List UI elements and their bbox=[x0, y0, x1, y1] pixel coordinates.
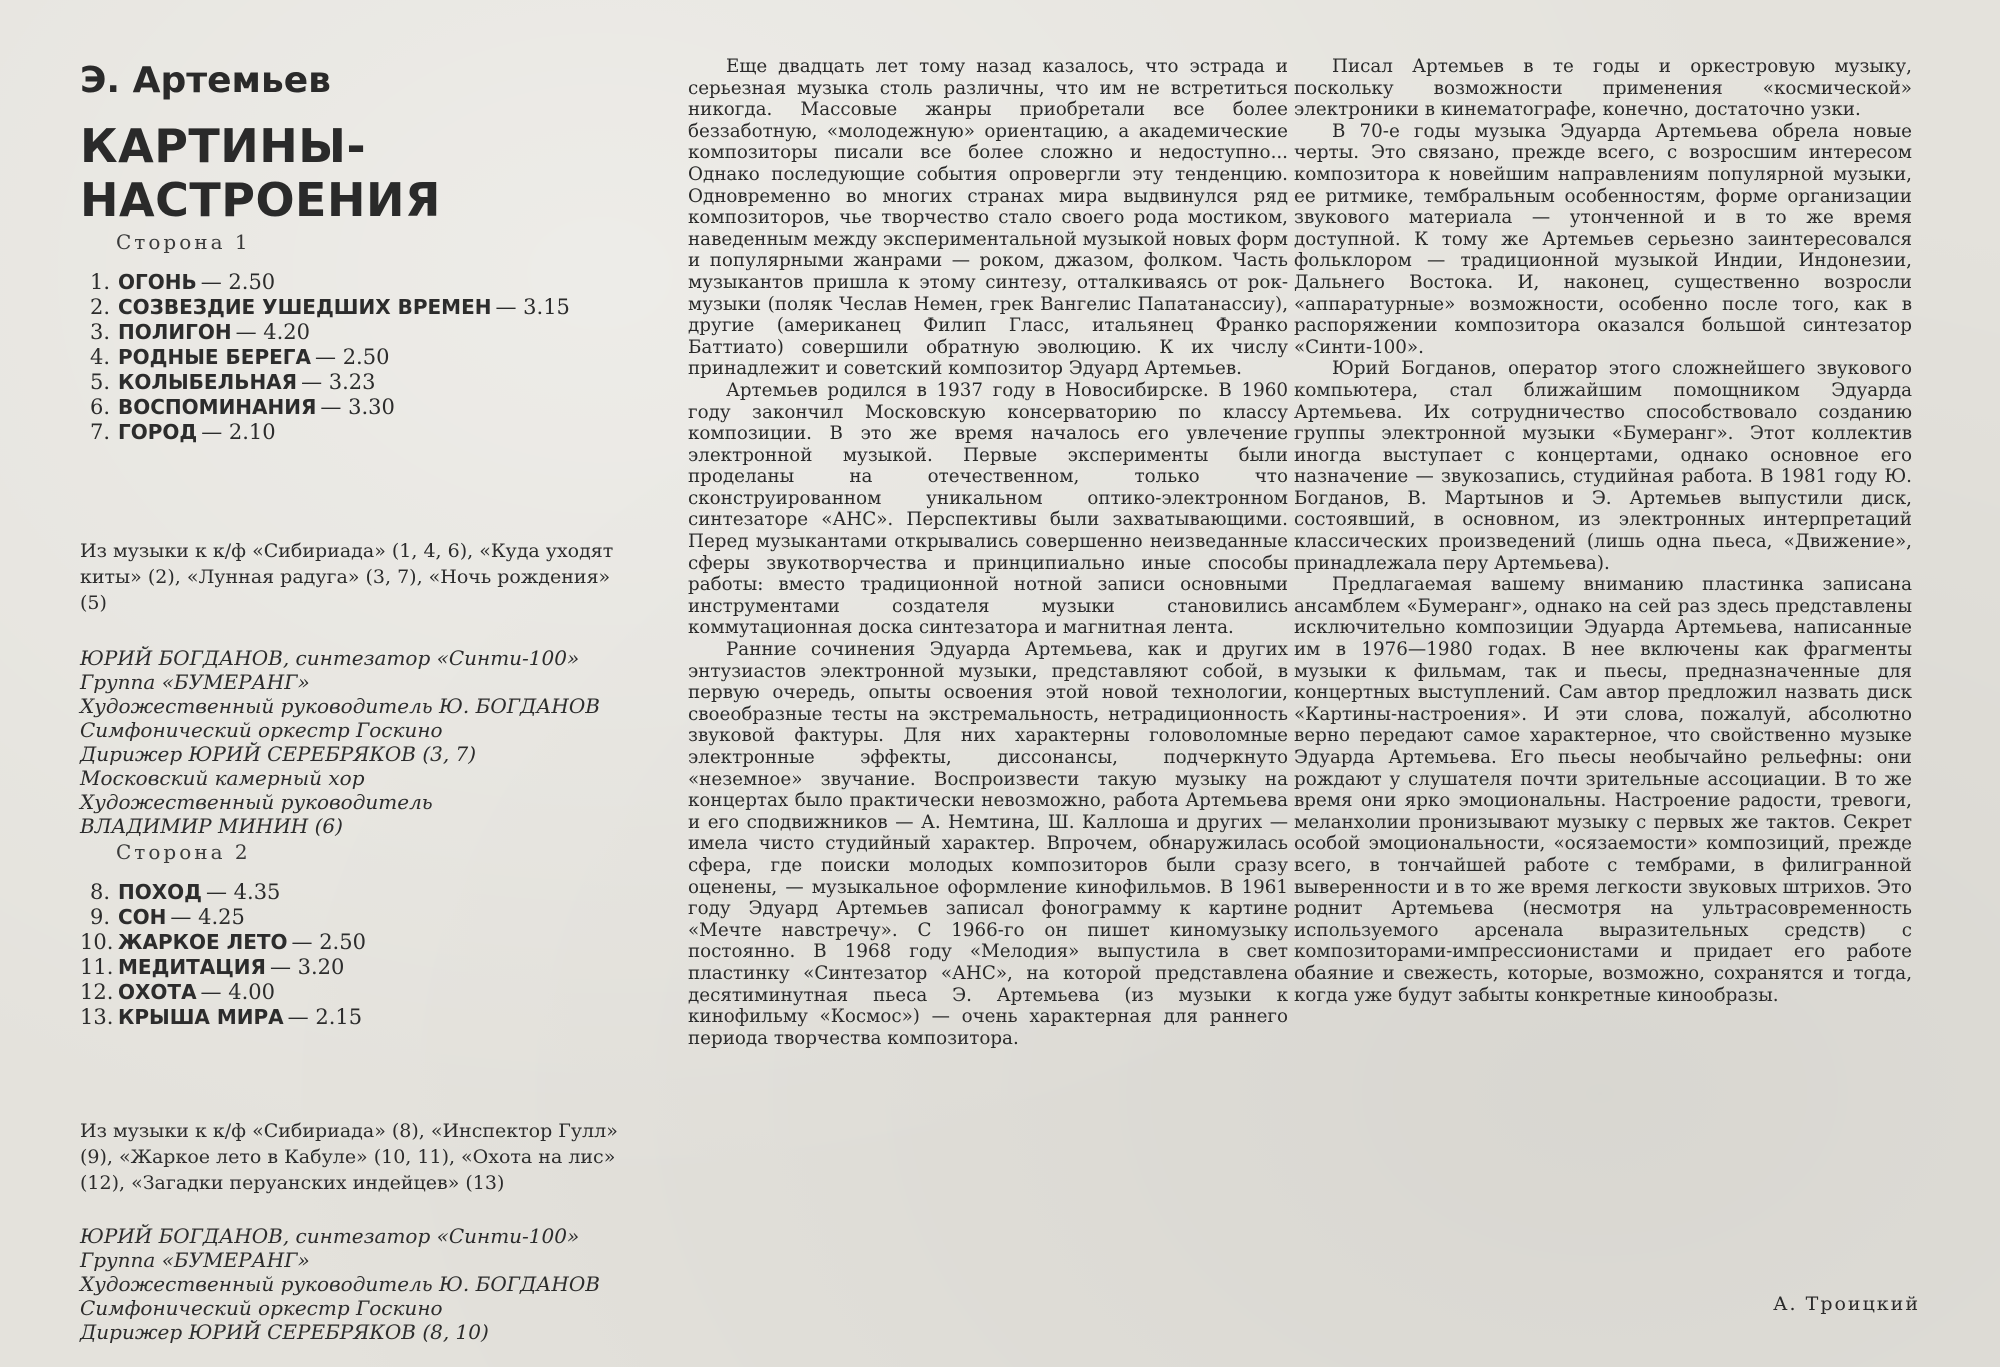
track-number: 10. bbox=[80, 930, 114, 954]
track-number: 4. bbox=[89, 345, 110, 369]
track-number: 12. bbox=[80, 980, 114, 1004]
track-title: КРЫША МИРА bbox=[118, 1005, 284, 1029]
side-1-heading: Сторона 1 bbox=[116, 230, 251, 254]
side-2-credits bbox=[80, 1224, 600, 1344]
side-2 bbox=[80, 840, 366, 1030]
side-2-tracklist bbox=[80, 880, 366, 1030]
article-signature: А. Троицкий bbox=[1773, 1293, 1920, 1315]
track-title: ОГОНЬ bbox=[118, 270, 197, 294]
track-number: 11. bbox=[80, 955, 114, 979]
track-title: ВОСПОМИНАНИЯ bbox=[118, 395, 317, 419]
article-paragraph: В 70-е годы музыка Эдуарда Артемьева обрела новые черты. Это связано, прежде всего, с возросшим интересом композитора к новейшим направлениям популярной музыки, ее ритмике, тембральным особенностям, форме организации звукового материала — утонченной и в то же время доступной. К тому же Артемьев серьезно заинтересовался фольклором — традиционной музыкой Индии, Индонезии, Дальнего Востока. И, наконец, существенно возросли «аппаратурные» возможности, особенно после того, как в распоряжении композитора оказался большой синтезатор «Синти-100». bbox=[1294, 120, 1912, 358]
article-paragraph: Писал Артемьев в те годы и оркестровую музыку, поскольку возможности применения «космической» электроники в кинематографе, конечно, достаточно узки. bbox=[1294, 56, 1912, 121]
track-item bbox=[80, 880, 366, 905]
track-item bbox=[80, 320, 570, 345]
credit-line: ЮРИЙ БОГДАНОВ, синтезатор «Синти-100» bbox=[80, 1224, 580, 1248]
side-1-credits bbox=[80, 646, 600, 838]
side-1-tracklist bbox=[80, 270, 570, 445]
track-item bbox=[80, 905, 366, 930]
track-item bbox=[80, 270, 570, 295]
article-paragraph: Ранние сочинения Эдуарда Артемьева, как и других энтузиастов электронной музыки, представляют собой, в первую очередь, опыты освоения этой новой технологии, своеобразные тесты на экстремальность, нетрадиционность звуковой фактуры. Для них характерны головоломные электронные эффекты, диссонансы, подчеркнуто «неземное» звучание. Воспроизвести такую музыку на концертах было практически невозможно, работа Артемьева и его сподвижников — А. Немтина, Ш. Каллоша и других — имела чисто студийный характер. Впрочем, обнаружилась сфера, где поиски молодых композиторов были сразу оценены, — музыкальное оформление кинофильмов. В 1961 году Эдуард Артемьев записал фонограмму к картине «Мечте навстречу». С 1966-го он пишет киномузыку постоянно. В 1968 году «Мелодия» выпустила в свет пластинку «Синтезатор «АНС», на которой представлена десятиминутная пьеса Э. Артемьева (из музыки к кинофильму «Космос») — очень характерная для раннего периода творчества композитора. bbox=[688, 639, 1288, 1049]
track-title: ЖАРКОЕ ЛЕТО bbox=[118, 930, 288, 954]
credit-line: Московский камерный хор bbox=[80, 766, 365, 790]
track-number: 9. bbox=[89, 905, 110, 929]
track-duration: — 4.25 bbox=[170, 905, 245, 929]
side-2-film-sources: Из музыки к к/ф «Сибириада» (8), «Инспектор Гулл» (9), «Жаркое лето в Кабуле» (10, 11), «Охота на лис» (12), «Загадки перуанских индейцев» (13) bbox=[80, 1120, 618, 1194]
credit-line: Группа «БУМЕРАНГ» bbox=[80, 670, 310, 694]
track-item bbox=[80, 980, 366, 1005]
credit-line: Симфонический оркестр Госкино bbox=[80, 718, 443, 742]
track-duration: — 3.15 bbox=[495, 295, 570, 319]
article-paragraph: Предлагаемая вашему вниманию пластинка записана ансамблем «Бумеранг», однако на сей раз здесь представлены исключительно композиции Эдуарда Артемьева, написанные им в 1976—1980 годах. В нее включены как фрагменты музыки к фильмам, так и пьесы, предназначенные для концертных выступлений. Сам автор предложил назвать диск «Картины-настроения». И эти слова, пожалуй, абсолютно верно передают самое характерное, что свойственно музыке Эдуарда Артемьева. Его пьесы необычайно рельефны: они рождают у слушателя почти зрительные ассоциации. В то же время они ярко эмоциональны. Настроение радости, тревоги, меланхолии пронизывают музыку с первых же тактов. Секрет особой эмоциональности, «осязаемости» композиций, прежде всего, в тончайшей работе с тембрами, в филигранной выверенности и в то же время легкости звуковых штрихов. Это роднит Артемьева (несмотря на ультрасовременность используемого арсенала выразительных средств) с композиторами-импрессионистами и придает его работе обаяние и свежесть, которые, возможно, сохранятся и тогда, когда уже будут забыты конкретные кинообразы. bbox=[1294, 574, 1912, 1006]
track-number: 1. bbox=[89, 270, 110, 294]
track-title: ГОРОД bbox=[118, 420, 198, 444]
track-number: 2. bbox=[89, 295, 110, 319]
track-number: 13. bbox=[80, 1005, 114, 1029]
track-duration: — 2.10 bbox=[201, 420, 276, 444]
credit-line: ВЛАДИМИР МИНИН (6) bbox=[80, 814, 343, 838]
track-number: 6. bbox=[89, 395, 110, 419]
credit-line: Художественный руководитель bbox=[80, 790, 433, 814]
track-number: 5. bbox=[89, 370, 110, 394]
track-duration: — 2.50 bbox=[291, 930, 366, 954]
tracklist-column bbox=[80, 60, 680, 1344]
track-title: ПОХОД bbox=[118, 880, 202, 904]
track-title: СОН bbox=[118, 905, 167, 929]
track-number: 8. bbox=[89, 880, 110, 904]
track-title: РОДНЫЕ БЕРЕГА bbox=[118, 345, 312, 369]
track-item bbox=[80, 295, 570, 320]
credit-line: Дирижер ЮРИЙ СЕРЕБРЯКОВ (3, 7) bbox=[80, 742, 477, 766]
article-paragraph: Еще двадцать лет тому назад казалось, что эстрада и серьезная музыка столь различны, что им не встретиться никогда. Массовые жанры приобретали все более беззаботную, «молодежную» ориентацию, а академические композиторы писали все более сложно и недоступно... Однако последующие события опровергли эту тенденцию. Одновременно во многих странах мира выдвинулся ряд композиторов, чье творчество стало своего рода мостиком, наведенным между экспериментальной музыкой новых форм и популярными жанрами — роком, джазом, фолком. Часть музыкантов пришла к этому синтезу, отталкиваясь от рок-музыки (поляк Чеслав Немен, грек Вангелис Папатанассиу), другие (американец Филип Гласс, итальянец Франко Баттиато) совершили обратную эволюцию. К их числу принадлежит и советский композитор Эдуард Артемьев. bbox=[688, 56, 1288, 380]
credit-line: Художественный руководитель Ю. БОГДАНОВ bbox=[80, 694, 600, 718]
track-item bbox=[80, 395, 570, 420]
credit-line: Группа «БУМЕРАНГ» bbox=[80, 1248, 310, 1272]
credit-line: ЮРИЙ БОГДАНОВ, синтезатор «Синти-100» bbox=[80, 646, 580, 670]
track-number: 3. bbox=[89, 320, 110, 344]
credit-line: Дирижер ЮРИЙ СЕРЕБРЯКОВ (8, 10) bbox=[80, 1320, 489, 1344]
track-title: КОЛЫБЕЛЬНАЯ bbox=[118, 370, 298, 394]
track-item bbox=[80, 1005, 366, 1030]
track-duration: — 4.20 bbox=[235, 320, 311, 344]
track-duration: — 3.20 bbox=[269, 955, 345, 979]
track-title: СОЗВЕЗДИЕ УШЕДШИХ ВРЕМЕН bbox=[118, 295, 492, 319]
article-column-right bbox=[1294, 56, 1912, 1006]
track-item bbox=[80, 930, 366, 955]
article-column-middle bbox=[688, 56, 1288, 1049]
author-name: Э. Артемьев bbox=[80, 60, 331, 101]
track-duration: — 2.15 bbox=[287, 1005, 363, 1029]
track-duration: — 3.23 bbox=[301, 370, 376, 394]
album-title: КАРТИНЫ-НАСТРОЕНИЯ bbox=[80, 119, 441, 227]
side-2-heading: Сторона 2 bbox=[116, 840, 251, 864]
article-paragraph: Артемьев родился в 1937 году в Новосибирске. В 1960 году закончил Московскую консерваторию по классу композиции. В это же время началось его увлечение электронной музыкой. Первые эксперименты были проделаны на отечественном, только что сконструированном уникальном оптико-электронном синтезаторе «АНС». Перспективы были захватывающими. Перед музыкантами открывались совершенно неизведанные сферы звукотворчества и принципиально иные способы работы: вместо традиционной нотной записи основными инструментами создателя музыки становились коммутационная доска синтезатора и магнитная лента. bbox=[688, 379, 1288, 639]
credit-line: Художественный руководитель Ю. БОГДАНОВ bbox=[80, 1272, 600, 1296]
track-duration: — 2.50 bbox=[200, 270, 276, 294]
track-item bbox=[80, 420, 570, 445]
track-item bbox=[80, 955, 366, 980]
track-duration: — 2.50 bbox=[315, 345, 390, 369]
track-duration: — 4.00 bbox=[200, 980, 275, 1004]
track-item bbox=[80, 370, 570, 395]
track-duration: — 4.35 bbox=[205, 880, 281, 904]
track-number: 7. bbox=[89, 420, 110, 444]
article-paragraph: Юрий Богданов, оператор этого сложнейшего звукового компьютера, стал ближайшим помощником Эдуарда Артемьева. Их сотрудничество способствовало созданию группы электронной музыки «Бумеранг». Этот коллектив иногда выступает с концертами, однако основное его назначение — звукозапись, студийная работа. В 1981 году Ю. Богданов, В. Мартынов и Э. Артемьев выпустили диск, состоявший, в основном, из электронных интерпретаций классических произведений (лишь одна пьеса, «Движение», принадлежала перу Артемьева). bbox=[1294, 358, 1912, 574]
side-1-film-sources: Из музыки к к/ф «Сибириада» (1, 4, 6), «Куда уходят киты» (2), «Лунная радуга» (3, 7), «Ночь рождения» (5) bbox=[80, 540, 614, 614]
track-item bbox=[80, 345, 570, 370]
credit-line: Симфонический оркестр Госкино bbox=[80, 1296, 443, 1320]
track-duration: — 3.30 bbox=[320, 395, 395, 419]
track-title: ПОЛИГОН bbox=[118, 320, 232, 344]
track-title: МЕДИТАЦИЯ bbox=[118, 955, 266, 979]
track-title: ОХОТА bbox=[118, 980, 197, 1004]
side-1 bbox=[80, 230, 570, 445]
